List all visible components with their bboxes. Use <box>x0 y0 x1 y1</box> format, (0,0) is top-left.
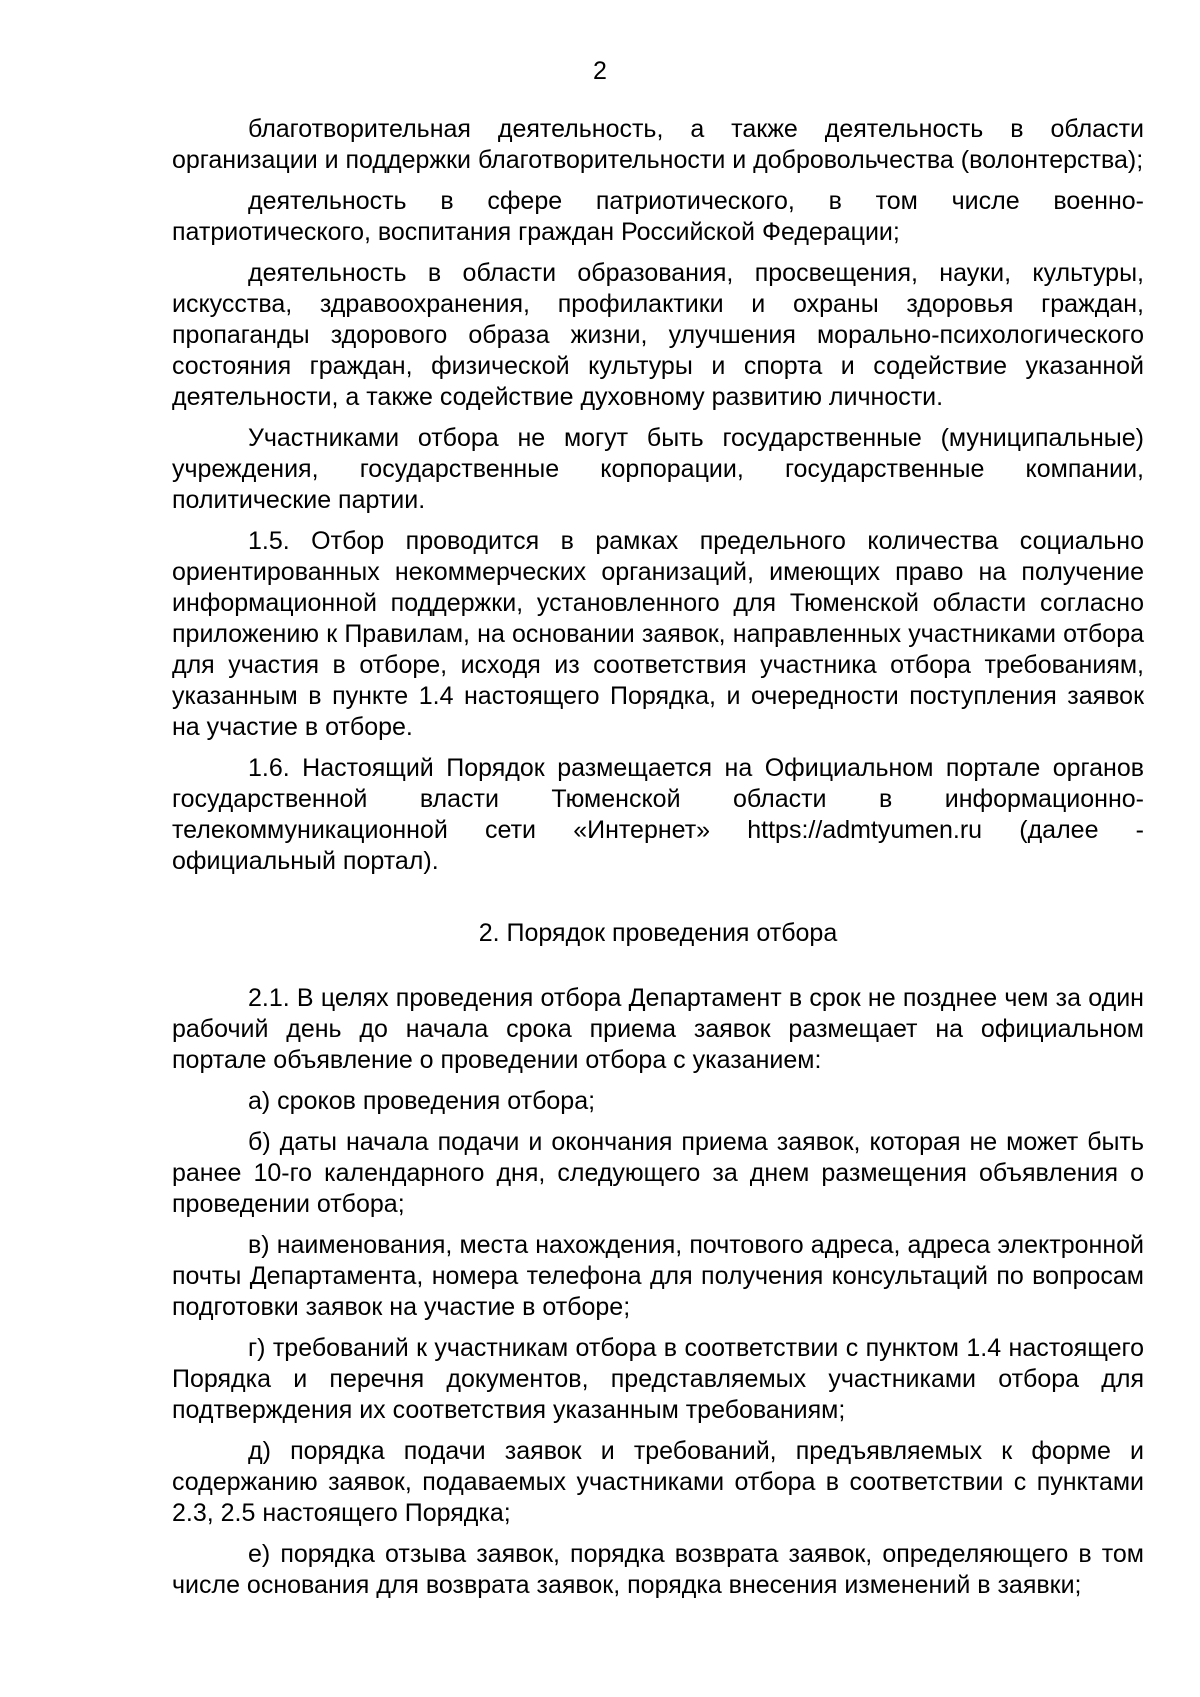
paragraph-patriotic-education: деятельность в сфере патриотического, в том числе военно-патриотического, воспитания граждан Российской Федерации; <box>172 187 1144 246</box>
list-item-e: е) порядка отзыва заявок, порядка возврата заявок, определяющего в том числе основания для возврата заявок, порядка внесения изменений в заявки; <box>172 1540 1144 1599</box>
list-item-v: в) наименования, места нахождения, почтового адреса, адреса электронной почты Департамента, номера телефона для получения консультаций по вопросам подготовки заявок на участие в отборе; <box>172 1231 1144 1321</box>
paragraph-education-culture-health: деятельность в области образования, просвещения, науки, культуры, искусства, здравоохранения, профилактики и охраны здоровья граждан, пропаганды здорового образа жизни, улучшения морально-психологического состояния граждан, физической культуры и спорта и содействие указанной деятельности, а также содействие духовному развитию личности. <box>172 259 1144 411</box>
paragraph-excluded-participants: Участниками отбора не могут быть государственные (муниципальные) учреждения, государственные корпорации, государственные компании, политические партии. <box>172 424 1144 514</box>
section2-body <box>172 983 1144 1611</box>
list-item-b: б) даты начала подачи и окончания приема заявок, которая не может быть ранее 10-го календарного дня, следующего за днем размещения объявления о проведении отбора; <box>172 1128 1144 1218</box>
paragraph-clause-2-1: 2.1. В целях проведения отбора Департамент в срок не позднее чем за один рабочий день до начала срока приема заявок размещает на официальном портале объявление о проведении отбора с указанием: <box>172 984 1144 1074</box>
page-number: 2 <box>593 57 607 85</box>
section-heading: 2. Порядок проведения отбора <box>478 919 838 947</box>
paragraph-clause-1-6: 1.6. Настоящий Порядок размещается на Официальном портале органов государственной власти Тюменской области в информационно-телекоммуникационной сети «Интернет» https://admtyumen.ru (далее - официальный портал). <box>172 754 1144 875</box>
list-item-g: г) требований к участникам отбора в соответствии с пунктом 1.4 настоящего Порядка и перечня документов, представляемых участниками отбора для подтверждения их соответствия указанным требованиям; <box>172 1334 1144 1424</box>
section1-body <box>172 114 1144 887</box>
list-item-d: д) порядка подачи заявок и требований, предъявляемых к форме и содержанию заявок, подаваемых участниками отбора в соответствии с пунктами 2.3, 2.5 настоящего Порядка; <box>172 1437 1144 1527</box>
paragraph-charity-volunteering: благотворительная деятельность, а также деятельность в области организации и поддержки благотворительности и добровольчества (волонтерства); <box>172 115 1144 174</box>
list-item-a: а) сроков проведения отбора; <box>248 1087 596 1115</box>
paragraph-clause-1-5: 1.5. Отбор проводится в рамках предельного количества социально ориентированных некоммерческих организаций, имеющих право на получение информационной поддержки, установленного для Тюменской области согласно приложению к Правилам, на основании заявок, направленных участниками отбора для участия в отборе, исходя из соответствия участника отбора требованиям, указанным в пункте 1.4 настоящего Порядка, и очередности поступления заявок на участие в отборе. <box>172 527 1144 741</box>
